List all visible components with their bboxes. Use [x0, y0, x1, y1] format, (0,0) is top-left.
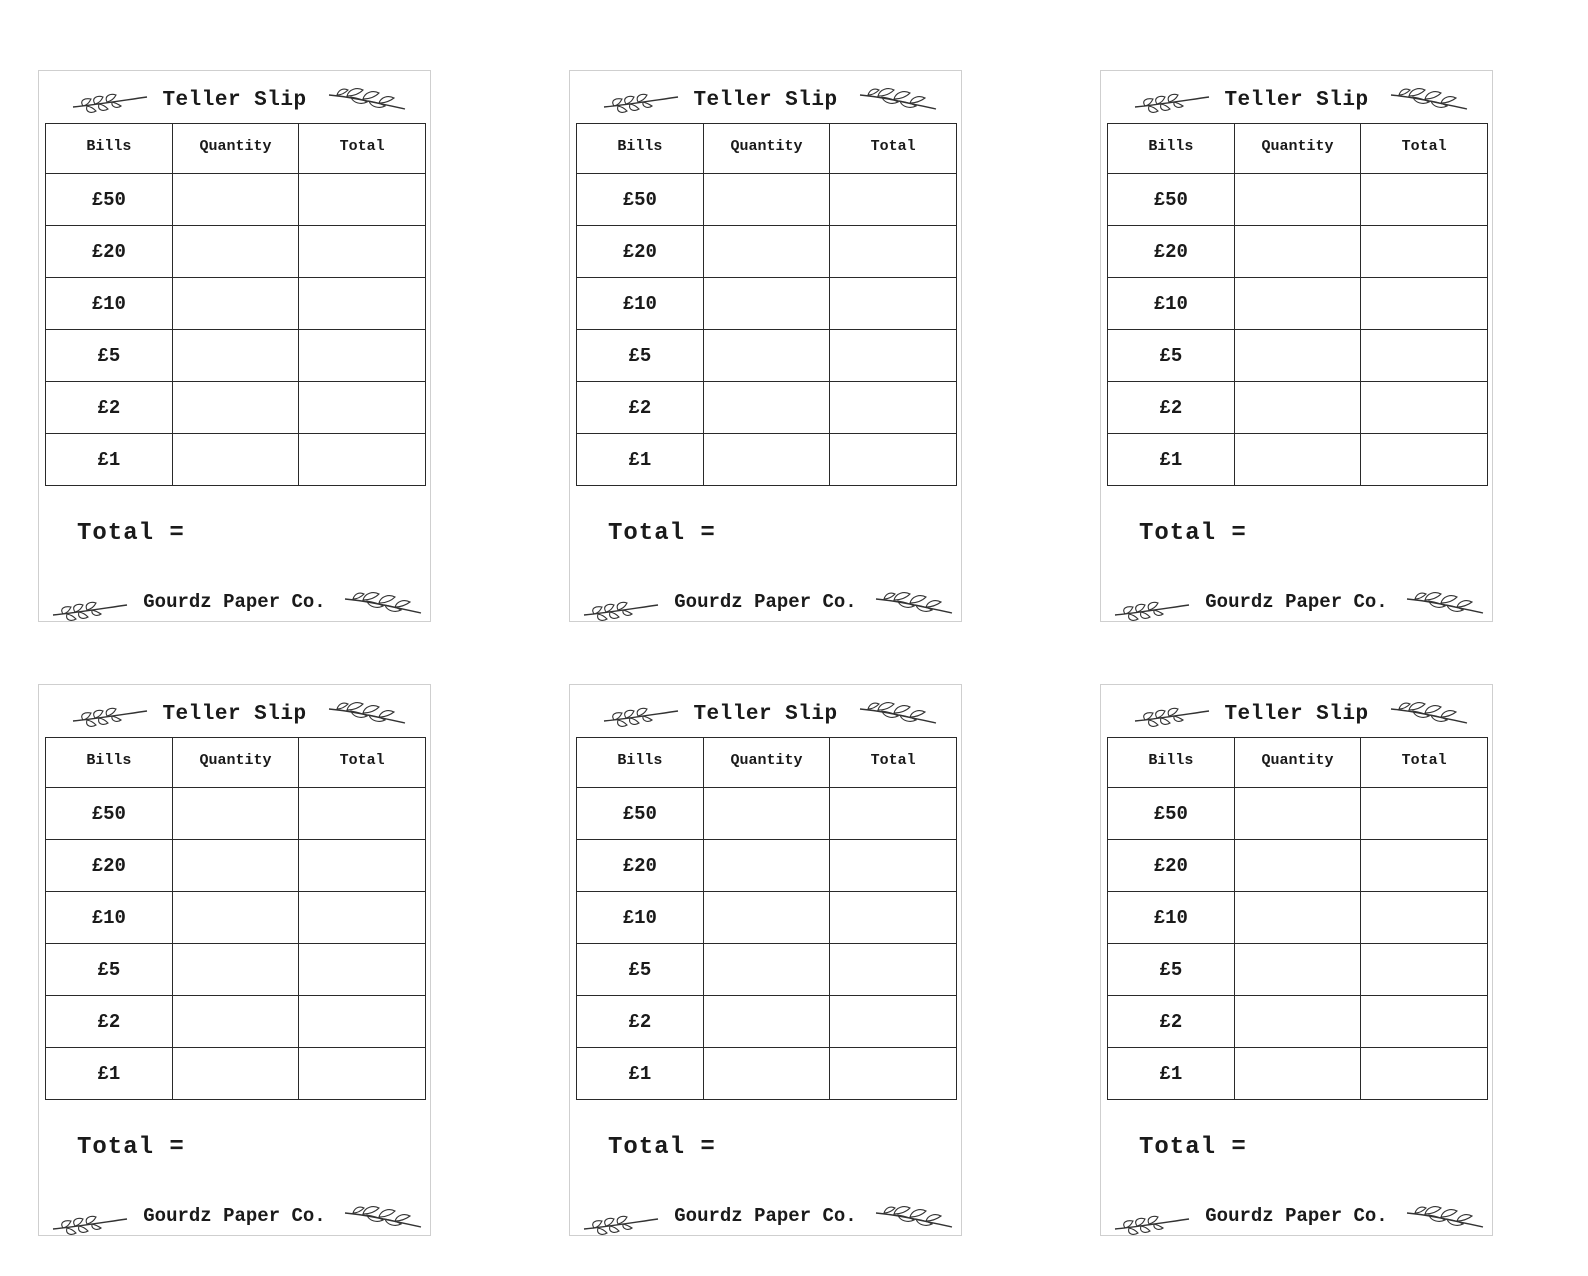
- bills-table: [45, 737, 426, 1100]
- column-header-bills: Bills: [1108, 738, 1235, 788]
- table-header-row: [46, 124, 426, 174]
- total-cell[interactable]: [299, 174, 426, 226]
- quantity-cell[interactable]: [703, 944, 830, 996]
- total-cell[interactable]: [830, 174, 957, 226]
- quantity-cell[interactable]: [703, 174, 830, 226]
- table-row: [1108, 996, 1488, 1048]
- total-cell[interactable]: [1361, 434, 1488, 486]
- leaf-sprig-icon: [874, 1201, 954, 1231]
- bill-denomination: £1: [1108, 434, 1235, 486]
- bills-table: [1107, 123, 1488, 486]
- total-cell[interactable]: [1361, 788, 1488, 840]
- table-row: [1108, 788, 1488, 840]
- table-row: [577, 1048, 957, 1100]
- slip-header: [39, 83, 430, 119]
- slip-footer: [570, 587, 961, 621]
- table-row: [577, 382, 957, 434]
- bill-denomination: £1: [577, 1048, 704, 1100]
- total-cell[interactable]: [299, 226, 426, 278]
- column-header-quantity: Quantity: [1234, 124, 1361, 174]
- table-row: [1108, 382, 1488, 434]
- quantity-cell[interactable]: [172, 278, 299, 330]
- column-header-bills: Bills: [1108, 124, 1235, 174]
- leaf-sprig-icon: [1405, 1201, 1485, 1231]
- bills-table: [576, 123, 957, 486]
- quantity-cell[interactable]: [703, 226, 830, 278]
- table-row: [1108, 434, 1488, 486]
- table-row: [46, 1048, 426, 1100]
- bills-rows: [46, 788, 426, 1100]
- quantity-cell[interactable]: [172, 996, 299, 1048]
- table-row: [46, 226, 426, 278]
- quantity-cell[interactable]: [1234, 174, 1361, 226]
- leaf-sprig-icon: [1389, 697, 1469, 727]
- total-cell[interactable]: [1361, 996, 1488, 1048]
- total-cell[interactable]: [830, 996, 957, 1048]
- total-cell[interactable]: [299, 382, 426, 434]
- column-header-total: Total: [1361, 738, 1488, 788]
- quantity-cell[interactable]: [1234, 840, 1361, 892]
- bill-denomination: £50: [46, 174, 173, 226]
- slip-title: Teller Slip: [693, 703, 838, 726]
- brand-name: Gourdz Paper Co.: [143, 1205, 326, 1227]
- column-header-total: Total: [1361, 124, 1488, 174]
- total-cell[interactable]: [830, 278, 957, 330]
- bill-denomination: £50: [1108, 174, 1235, 226]
- table-row: [46, 278, 426, 330]
- quantity-cell[interactable]: [703, 788, 830, 840]
- quantity-cell[interactable]: [703, 892, 830, 944]
- leaf-sprig-icon: [327, 83, 407, 113]
- table-row: [1108, 840, 1488, 892]
- column-header-total: Total: [830, 124, 957, 174]
- bill-denomination: £50: [577, 174, 704, 226]
- bill-denomination: £5: [577, 330, 704, 382]
- total-cell[interactable]: [830, 434, 957, 486]
- leaf-sprig-icon: [858, 697, 938, 727]
- quantity-cell[interactable]: [172, 840, 299, 892]
- bill-denomination: £50: [1108, 788, 1235, 840]
- table-header-row: [46, 738, 426, 788]
- bill-denomination: £10: [1108, 892, 1235, 944]
- table-row: [577, 944, 957, 996]
- quantity-cell[interactable]: [1234, 788, 1361, 840]
- bill-denomination: £1: [46, 1048, 173, 1100]
- quantity-cell[interactable]: [172, 226, 299, 278]
- quantity-cell[interactable]: [1234, 278, 1361, 330]
- leaf-sprig-icon: [343, 1201, 423, 1231]
- table-header-row: [577, 124, 957, 174]
- quantity-cell[interactable]: [703, 278, 830, 330]
- table-row: [1108, 892, 1488, 944]
- quantity-cell[interactable]: [172, 382, 299, 434]
- bills-table: [45, 123, 426, 486]
- teller-slip: [1100, 70, 1493, 622]
- bill-denomination: £10: [46, 278, 173, 330]
- bill-denomination: £2: [46, 382, 173, 434]
- slip-footer: [570, 1201, 961, 1235]
- total-cell[interactable]: [1361, 840, 1488, 892]
- column-header-total: Total: [299, 124, 426, 174]
- bill-denomination: £10: [46, 892, 173, 944]
- total-cell[interactable]: [830, 788, 957, 840]
- table-row: [46, 788, 426, 840]
- table-row: [46, 996, 426, 1048]
- quantity-cell[interactable]: [172, 174, 299, 226]
- table-row: [1108, 1048, 1488, 1100]
- leaf-sprig-icon: [1405, 587, 1485, 617]
- bill-denomination: £5: [1108, 330, 1235, 382]
- table-header-row: [577, 738, 957, 788]
- total-cell[interactable]: [299, 434, 426, 486]
- total-cell[interactable]: [299, 840, 426, 892]
- table-row: [46, 840, 426, 892]
- table-row: [577, 330, 957, 382]
- bill-denomination: £20: [1108, 226, 1235, 278]
- table-row: [1108, 944, 1488, 996]
- quantity-cell[interactable]: [1234, 996, 1361, 1048]
- bill-denomination: £10: [577, 278, 704, 330]
- slip-title: Teller Slip: [1224, 703, 1369, 726]
- brand-name: Gourdz Paper Co.: [674, 591, 857, 613]
- quantity-cell[interactable]: [1234, 226, 1361, 278]
- bill-denomination: £20: [1108, 840, 1235, 892]
- bill-denomination: £2: [577, 382, 704, 434]
- quantity-cell[interactable]: [172, 892, 299, 944]
- slip-header: [1101, 697, 1492, 733]
- grand-total-label: Total =: [608, 520, 716, 547]
- column-header-quantity: Quantity: [703, 124, 830, 174]
- brand-name: Gourdz Paper Co.: [674, 1205, 857, 1227]
- bill-denomination: £10: [577, 892, 704, 944]
- bill-denomination: £5: [46, 330, 173, 382]
- slip-title: Teller Slip: [693, 89, 838, 112]
- table-row: [577, 996, 957, 1048]
- column-header-quantity: Quantity: [172, 124, 299, 174]
- bill-denomination: £1: [1108, 1048, 1235, 1100]
- total-cell[interactable]: [830, 892, 957, 944]
- total-cell[interactable]: [1361, 944, 1488, 996]
- teller-slip: [38, 70, 431, 622]
- column-header-bills: Bills: [46, 124, 173, 174]
- slip-footer: [1101, 587, 1492, 621]
- total-cell[interactable]: [830, 382, 957, 434]
- bills-rows: [46, 174, 426, 486]
- bill-denomination: £20: [577, 226, 704, 278]
- table-row: [46, 892, 426, 944]
- quantity-cell[interactable]: [1234, 382, 1361, 434]
- teller-slip: [569, 684, 962, 1236]
- leaf-sprig-icon: [858, 83, 938, 113]
- teller-slip: [569, 70, 962, 622]
- bill-denomination: £1: [46, 434, 173, 486]
- quantity-cell[interactable]: [172, 788, 299, 840]
- bill-denomination: £1: [577, 434, 704, 486]
- column-header-total: Total: [299, 738, 426, 788]
- column-header-bills: Bills: [46, 738, 173, 788]
- quantity-cell[interactable]: [703, 1048, 830, 1100]
- bill-denomination: £5: [1108, 944, 1235, 996]
- table-row: [1108, 330, 1488, 382]
- table-row: [46, 330, 426, 382]
- quantity-cell[interactable]: [703, 996, 830, 1048]
- leaf-sprig-icon: [874, 587, 954, 617]
- bills-table: [576, 737, 957, 1100]
- total-cell[interactable]: [830, 840, 957, 892]
- total-cell[interactable]: [1361, 382, 1488, 434]
- total-cell[interactable]: [1361, 892, 1488, 944]
- total-cell[interactable]: [830, 226, 957, 278]
- bills-rows: [577, 788, 957, 1100]
- total-cell[interactable]: [830, 1048, 957, 1100]
- total-cell[interactable]: [1361, 278, 1488, 330]
- quantity-cell[interactable]: [1234, 892, 1361, 944]
- quantity-cell[interactable]: [703, 382, 830, 434]
- slip-footer: [39, 1201, 430, 1235]
- table-row: [1108, 174, 1488, 226]
- slip-title: Teller Slip: [162, 703, 307, 726]
- slip-header: [39, 697, 430, 733]
- table-row: [577, 278, 957, 330]
- total-cell[interactable]: [299, 278, 426, 330]
- column-header-quantity: Quantity: [703, 738, 830, 788]
- bill-denomination: £20: [46, 226, 173, 278]
- leaf-sprig-icon: [343, 587, 423, 617]
- table-row: [577, 226, 957, 278]
- brand-name: Gourdz Paper Co.: [1205, 591, 1388, 613]
- grand-total-label: Total =: [608, 1134, 716, 1161]
- quantity-cell[interactable]: [172, 434, 299, 486]
- bill-denomination: £20: [577, 840, 704, 892]
- bill-denomination: £10: [1108, 278, 1235, 330]
- slip-footer: [1101, 1201, 1492, 1235]
- table-row: [577, 840, 957, 892]
- table-row: [577, 434, 957, 486]
- total-cell[interactable]: [830, 330, 957, 382]
- slip-title: Teller Slip: [162, 89, 307, 112]
- slip-title: Teller Slip: [1224, 89, 1369, 112]
- table-row: [1108, 226, 1488, 278]
- slip-header: [1101, 83, 1492, 119]
- bill-denomination: £5: [577, 944, 704, 996]
- bill-denomination: £20: [46, 840, 173, 892]
- total-cell[interactable]: [1361, 174, 1488, 226]
- brand-name: Gourdz Paper Co.: [143, 591, 326, 613]
- quantity-cell[interactable]: [172, 1048, 299, 1100]
- grand-total-label: Total =: [77, 1134, 185, 1161]
- brand-name: Gourdz Paper Co.: [1205, 1205, 1388, 1227]
- bills-table: [1107, 737, 1488, 1100]
- quantity-cell[interactable]: [1234, 944, 1361, 996]
- table-header-row: [1108, 124, 1488, 174]
- bill-denomination: £2: [46, 996, 173, 1048]
- quantity-cell[interactable]: [172, 944, 299, 996]
- total-cell[interactable]: [1361, 330, 1488, 382]
- column-header-quantity: Quantity: [1234, 738, 1361, 788]
- column-header-bills: Bills: [577, 124, 704, 174]
- total-cell[interactable]: [299, 996, 426, 1048]
- table-row: [46, 382, 426, 434]
- total-cell[interactable]: [299, 944, 426, 996]
- bill-denomination: £2: [1108, 382, 1235, 434]
- total-cell[interactable]: [299, 788, 426, 840]
- quantity-cell[interactable]: [703, 434, 830, 486]
- table-row: [577, 174, 957, 226]
- quantity-cell[interactable]: [703, 840, 830, 892]
- quantity-cell[interactable]: [1234, 1048, 1361, 1100]
- total-cell[interactable]: [830, 944, 957, 996]
- grand-total-label: Total =: [77, 520, 185, 547]
- total-cell[interactable]: [299, 330, 426, 382]
- bill-denomination: £50: [577, 788, 704, 840]
- slip-header: [570, 83, 961, 119]
- quantity-cell[interactable]: [172, 330, 299, 382]
- quantity-cell[interactable]: [1234, 434, 1361, 486]
- leaf-sprig-icon: [327, 697, 407, 727]
- column-header-total: Total: [830, 738, 957, 788]
- bill-denomination: £2: [1108, 996, 1235, 1048]
- slip-footer: [39, 587, 430, 621]
- table-row: [1108, 278, 1488, 330]
- table-header-row: [1108, 738, 1488, 788]
- total-cell[interactable]: [299, 892, 426, 944]
- teller-slip: [1100, 684, 1493, 1236]
- grand-total-label: Total =: [1139, 1134, 1247, 1161]
- table-row: [46, 944, 426, 996]
- grand-total-label: Total =: [1139, 520, 1247, 547]
- quantity-cell[interactable]: [1234, 330, 1361, 382]
- bill-denomination: £5: [46, 944, 173, 996]
- table-row: [46, 434, 426, 486]
- table-row: [46, 174, 426, 226]
- bills-rows: [577, 174, 957, 486]
- bills-rows: [1108, 174, 1488, 486]
- column-header-bills: Bills: [577, 738, 704, 788]
- total-cell[interactable]: [1361, 226, 1488, 278]
- table-row: [577, 788, 957, 840]
- table-row: [577, 892, 957, 944]
- bill-denomination: £50: [46, 788, 173, 840]
- slip-header: [570, 697, 961, 733]
- quantity-cell[interactable]: [703, 330, 830, 382]
- total-cell[interactable]: [1361, 1048, 1488, 1100]
- bills-rows: [1108, 788, 1488, 1100]
- bill-denomination: £2: [577, 996, 704, 1048]
- total-cell[interactable]: [299, 1048, 426, 1100]
- leaf-sprig-icon: [1389, 83, 1469, 113]
- column-header-quantity: Quantity: [172, 738, 299, 788]
- teller-slip: [38, 684, 431, 1236]
